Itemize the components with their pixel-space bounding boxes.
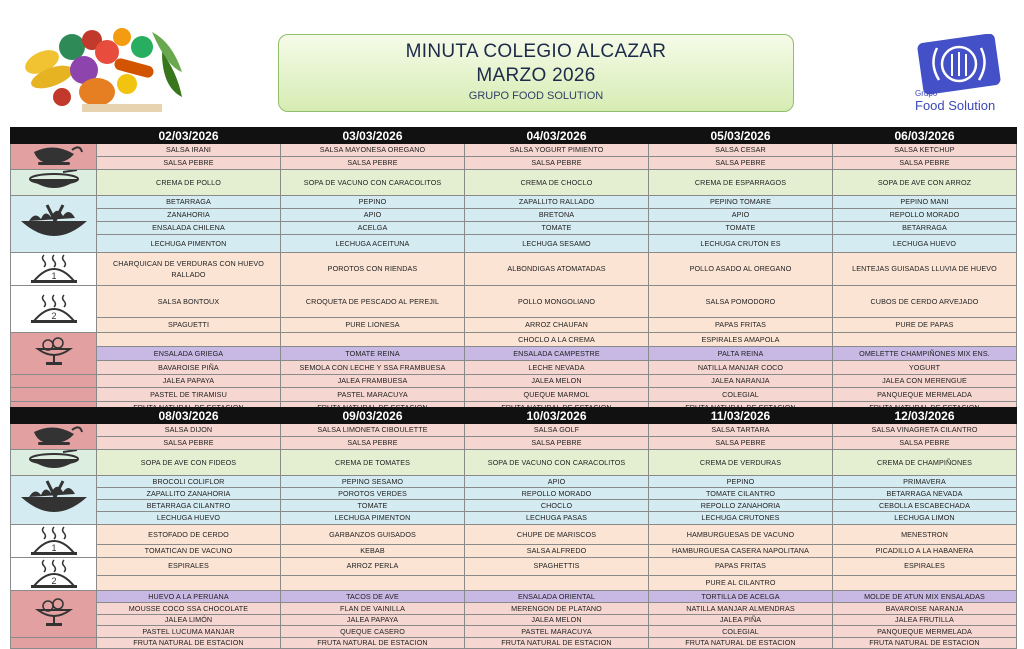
menu-cell — [97, 333, 281, 347]
menu-cell: POLLO ASADO AL OREGANO — [649, 253, 833, 286]
menu-cell: SALSA BONTOUX — [97, 286, 281, 318]
dessert-cup-icon — [11, 591, 97, 638]
date-header: 02/03/2026 — [97, 128, 281, 144]
menu-cell: TOMATE REINA — [281, 347, 465, 361]
menu-cell: PASTEL MARACUYA — [281, 388, 465, 402]
menu-cell: JALEA FRUTILLA — [833, 615, 1017, 626]
menu-cell: TORTILLA DE ACELGA — [649, 591, 833, 603]
menu-cell: JALEA PAPAYA — [97, 375, 281, 388]
menu-cell: SALSA PEBRE — [281, 437, 465, 450]
menu-cell: OMELETTE CHAMPIÑONES MIX ENS. — [833, 347, 1017, 361]
menu-row — [11, 488, 1017, 500]
menu-cell: CREMA DE VERDURAS — [649, 450, 833, 476]
menu-cell: ESPIRALES — [833, 558, 1017, 576]
menu-cell: JALEA LIMÓN — [97, 615, 281, 626]
menu-cell: ALBONDIGAS ATOMATADAS — [465, 253, 649, 286]
menu-cell: LECHUGA ACEITUNA — [281, 235, 465, 253]
menu-cell: BROCOLI COLIFLOR — [97, 476, 281, 488]
menu-cell: ENSALADA ORIENTAL — [465, 591, 649, 603]
menu-row — [11, 525, 1017, 545]
icon-filler-cell — [11, 375, 97, 388]
menu-cell — [833, 575, 1017, 590]
menu-row — [11, 144, 1017, 157]
menu-row — [11, 575, 1017, 590]
date-header: 11/03/2026 — [649, 408, 833, 424]
menu-cell: SPAGHETTIS — [465, 558, 649, 576]
menu-cell: LENTEJAS GUISADAS LLUVIA DE HUEVO — [833, 253, 1017, 286]
menu-row — [11, 235, 1017, 253]
menu-cell: ARROZ PERLA — [281, 558, 465, 576]
menu-cell: MENESTRON — [833, 525, 1017, 545]
menu-cell: CHOCLO A LA CREMA — [465, 333, 649, 347]
menu-cell: BAVAROISE NARANJA — [833, 603, 1017, 615]
logo-text-small: Grupo — [915, 89, 938, 98]
soup-bowl-icon — [11, 450, 97, 476]
menu-cell: APIO — [465, 476, 649, 488]
menu-cell: SALSA PEBRE — [649, 157, 833, 170]
menu-cell: ACELGA — [281, 222, 465, 235]
date-header: 08/03/2026 — [97, 408, 281, 424]
menu-cell: JALEA FRAMBUESA — [281, 375, 465, 388]
menu-cell: POROTOS CON RIENDAS — [281, 253, 465, 286]
menu-cell: HUEVO A LA PERUANA — [97, 591, 281, 603]
menu-cell: COLEGIAL — [649, 626, 833, 638]
menu-cell: SALSA ALFREDO — [465, 545, 649, 558]
menu-cell: BAVAROISE PIÑA — [97, 361, 281, 375]
menu-cell: SOPA DE AVE CON FIDEOS — [97, 450, 281, 476]
menu-cell: CREMA DE ESPARRAGOS — [649, 170, 833, 196]
menu-cell: PASTEL DE TIRAMISU — [97, 388, 281, 402]
menu-cell: TOMATE — [649, 222, 833, 235]
gravy-boat-icon — [11, 144, 97, 170]
date-header: 05/03/2026 — [649, 128, 833, 144]
menu-cell: MERENGON DE PLATANO — [465, 603, 649, 615]
menu-cell: NATILLA MANJAR ALMENDRAS — [649, 603, 833, 615]
menu-cell: PAPAS FRITAS — [649, 318, 833, 333]
menu-cell: LECHUGA PASAS — [465, 512, 649, 525]
menu-cell: FRUTA NATURAL DE ESTACION — [97, 638, 281, 649]
menu-cell — [281, 575, 465, 590]
menu-row — [11, 626, 1017, 638]
menu-cell: LECHUGA CRUTON ES — [649, 235, 833, 253]
salad-bowl-icon — [11, 196, 97, 253]
menu-cell: SALSA PEBRE — [281, 157, 465, 170]
menu-row — [11, 591, 1017, 603]
menu-cell: PEPINO TOMARE — [649, 196, 833, 209]
menu-cell: LECHUGA CRUTONES — [649, 512, 833, 525]
menu-cell: CEBOLLA ESCABECHADA — [833, 500, 1017, 512]
menu-cell: APIO — [281, 209, 465, 222]
menu-cell: SALSA PEBRE — [465, 157, 649, 170]
menu-cell: TOMATE CILANTRO — [649, 488, 833, 500]
date-header: 03/03/2026 — [281, 128, 465, 144]
menu-row — [11, 318, 1017, 333]
menu-cell: ENSALADA CHILENA — [97, 222, 281, 235]
gravy-boat-icon — [11, 424, 97, 450]
menu-cell: PANQUEQUE MERMELADA — [833, 626, 1017, 638]
menu-cell: CREMA DE CHAMPIÑONES — [833, 450, 1017, 476]
menu-cell: SALSA POMODORO — [649, 286, 833, 318]
menu-cell: JALEA MELON — [465, 375, 649, 388]
menu-cell: SALSA PEBRE — [833, 157, 1017, 170]
menu-cell: LECHE NEVADA — [465, 361, 649, 375]
menu-cell: SALSA IRANI — [97, 144, 281, 157]
menu-row — [11, 222, 1017, 235]
menu-cell: PASTEL LUCUMA MANJAR — [97, 626, 281, 638]
menu-cell: ENSALADA CAMPESTRE — [465, 347, 649, 361]
menu-cell: COLEGIAL — [649, 388, 833, 402]
menu-month: MARZO 2026 — [476, 65, 596, 86]
menu-subtitle: GRUPO FOOD SOLUTION — [468, 90, 604, 102]
menu-cell: PEPINO — [649, 476, 833, 488]
menu-cell: SALSA VINAGRETA CILANTRO — [833, 424, 1017, 437]
menu-cell: JALEA CON MERENGUE — [833, 375, 1017, 388]
menu-title: MINUTA COLEGIO ALCAZAR — [405, 41, 667, 62]
menu-cell: PURE LIONESA — [281, 318, 465, 333]
menu-cell: LECHUGA PIMENTON — [281, 512, 465, 525]
menu-cell: CHARQUICAN DE VERDURAS CON HUEVO RALLADO — [97, 253, 281, 286]
title-box — [278, 34, 794, 112]
menu-row — [11, 361, 1017, 375]
menu-cell: CREMA DE CHOCLO — [465, 170, 649, 196]
menu-cell: SEMOLA CON LECHE Y SSA FRAMBUESA — [281, 361, 465, 375]
menu-row — [11, 253, 1017, 286]
menu-cell: TOMATE — [465, 222, 649, 235]
menu-cell: FLAN DE VAINILLA — [281, 603, 465, 615]
menu-cell: HAMBURGUESAS DE VACUNO — [649, 525, 833, 545]
menu-cell: FRUTA NATURAL DE ESTACION — [833, 638, 1017, 649]
menu-cell: LECHUGA PIMENTON — [97, 235, 281, 253]
menu-cell: YOGURT — [833, 361, 1017, 375]
menu-cell: TOMATICAN DE VACUNO — [97, 545, 281, 558]
menu-row — [11, 170, 1017, 196]
menu-cell: SALSA PEBRE — [97, 157, 281, 170]
menu-cell: PRIMAVERA — [833, 476, 1017, 488]
menu-row — [11, 603, 1017, 615]
menu-cell: ZANAHORIA — [97, 209, 281, 222]
menu-cell: TOMATE — [281, 500, 465, 512]
menu-row — [11, 347, 1017, 361]
menu-cell: ZAPALLITO ZANAHORIA — [97, 488, 281, 500]
menu-cell: APIO — [649, 209, 833, 222]
menu-cell: CUBOS DE CERDO ARVEJADO — [833, 286, 1017, 318]
menu-cell: SOPA DE VACUNO CON CARACOLITOS — [465, 450, 649, 476]
menu-cell: PALTA REINA — [649, 347, 833, 361]
dish1-icon — [11, 253, 97, 286]
menu-row — [11, 638, 1017, 649]
menu-row — [11, 424, 1017, 437]
menu-cell: CHUPE DE MARISCOS — [465, 525, 649, 545]
date-header: 10/03/2026 — [465, 408, 649, 424]
menu-cell: LECHUGA HUEVO — [833, 235, 1017, 253]
menu-cell: SALSA DIJON — [97, 424, 281, 437]
menu-cell: ARROZ CHAUFAN — [465, 318, 649, 333]
menu-cell: SALSA PEBRE — [649, 437, 833, 450]
menu-row — [11, 209, 1017, 222]
menu-cell: PEPINO SESAMO — [281, 476, 465, 488]
menu-cell: ESPIRALES AMAPOLA — [649, 333, 833, 347]
svg-text:1: 1 — [50, 543, 57, 553]
icon-filler-cell — [11, 388, 97, 402]
salad-bowl-icon — [11, 476, 97, 525]
menu-cell: ZAPALLITO RALLADO — [465, 196, 649, 209]
menu-cell: SALSA LIMONETA CIBOULETTE — [281, 424, 465, 437]
menu-row — [11, 558, 1017, 576]
menu-cell: CHOCLO — [465, 500, 649, 512]
menu-cell: QUEQUE MARMOL — [465, 388, 649, 402]
menu-row — [11, 512, 1017, 525]
menu-cell: MOLDE DE ATUN MIX ENSALADAS — [833, 591, 1017, 603]
menu-cell: TACOS DE AVE — [281, 591, 465, 603]
menu-cell: BRETONA — [465, 209, 649, 222]
menu-cell: PANQUEQUE MERMELADA — [833, 388, 1017, 402]
menu-cell: POLLO MONGOLIANO — [465, 286, 649, 318]
menu-cell: SALSA MAYONESA OREGANO — [281, 144, 465, 157]
date-header: 12/03/2026 — [833, 408, 1017, 424]
menu-cell — [97, 575, 281, 590]
menu-cell: FRUTA NATURAL DE ESTACION — [465, 638, 649, 649]
menu-cell: MOUSSE COCO SSA CHOCOLATE — [97, 603, 281, 615]
menu-row — [11, 157, 1017, 170]
menu-row — [11, 450, 1017, 476]
menu-row — [11, 476, 1017, 488]
menu-cell: SOPA DE AVE CON ARROZ — [833, 170, 1017, 196]
menu-cell: REPOLLO ZANAHORIA — [649, 500, 833, 512]
menu-cell — [281, 333, 465, 347]
menu-cell: SPAGUETTI — [97, 318, 281, 333]
week2-table — [10, 407, 1017, 649]
dish1-icon — [11, 525, 97, 558]
menu-row — [11, 375, 1017, 388]
menu-cell: HAMBURGUESA CASERA NAPOLITANA — [649, 545, 833, 558]
menu-cell: FRUTA NATURAL DE ESTACION — [281, 638, 465, 649]
menu-cell: JALEA PIÑA — [649, 615, 833, 626]
menu-cell: LECHUGA LIMON — [833, 512, 1017, 525]
menu-cell: BETARRAGA — [833, 222, 1017, 235]
menu-cell — [465, 575, 649, 590]
vegetables-image — [22, 22, 194, 114]
svg-text:1: 1 — [50, 271, 57, 281]
menu-cell: SALSA PEBRE — [465, 437, 649, 450]
menu-cell: REPOLLO MORADO — [465, 488, 649, 500]
menu-cell: SALSA YOGURT PIMIENTO — [465, 144, 649, 157]
dish2-icon — [11, 558, 97, 591]
date-header: 09/03/2026 — [281, 408, 465, 424]
menu-cell: SOPA DE VACUNO CON CARACOLITOS — [281, 170, 465, 196]
menu-row — [11, 545, 1017, 558]
corner-cell — [11, 128, 97, 144]
menu-row — [11, 333, 1017, 347]
menu-cell: PASTEL MARACUYA — [465, 626, 649, 638]
date-header: 06/03/2026 — [833, 128, 1017, 144]
menu-cell: PEPINO MANI — [833, 196, 1017, 209]
svg-text:2: 2 — [50, 311, 57, 321]
menu-row — [11, 615, 1017, 626]
menu-row — [11, 437, 1017, 450]
menu-cell: CROQUETA DE PESCADO AL PEREJIL — [281, 286, 465, 318]
menu-cell: POROTOS VERDES — [281, 488, 465, 500]
menu-cell: GARBANZOS GUISADOS — [281, 525, 465, 545]
menu-cell: JALEA PAPAYA — [281, 615, 465, 626]
menu-cell: BETARRAGA — [97, 196, 281, 209]
menu-cell: BETARRAGA NEVADA — [833, 488, 1017, 500]
icon-filler-cell — [11, 638, 97, 649]
logo-text-big: Food Solution — [915, 98, 996, 113]
dish2-icon — [11, 286, 97, 333]
menu-cell: LECHUGA SESAMO — [465, 235, 649, 253]
menu-row — [11, 388, 1017, 402]
menu-cell: QUEQUE CASERO — [281, 626, 465, 638]
menu-cell: PURE DE PAPAS — [833, 318, 1017, 333]
menu-row — [11, 196, 1017, 209]
menu-cell: REPOLLO MORADO — [833, 209, 1017, 222]
date-header: 04/03/2026 — [465, 128, 649, 144]
menu-cell: SALSA CESAR — [649, 144, 833, 157]
menu-cell: SALSA TARTARA — [649, 424, 833, 437]
menu-cell: LECHUGA HUEVO — [97, 512, 281, 525]
menu-cell: PURE AL CILANTRO — [649, 575, 833, 590]
menu-row — [11, 500, 1017, 512]
menu-cell: ENSALADA GRIEGA — [97, 347, 281, 361]
menu-cell: CREMA DE TOMATES — [281, 450, 465, 476]
menu-cell: SALSA GOLF — [465, 424, 649, 437]
svg-text:2: 2 — [50, 576, 57, 586]
menu-cell: ESTOFADO DE CERDO — [97, 525, 281, 545]
menu-cell: PAPAS FRITAS — [649, 558, 833, 576]
menu-cell: BETARRAGA CILANTRO — [97, 500, 281, 512]
menu-cell: SALSA PEBRE — [833, 437, 1017, 450]
soup-bowl-icon — [11, 170, 97, 196]
menu-cell: SALSA PEBRE — [97, 437, 281, 450]
menu-cell: JALEA MELON — [465, 615, 649, 626]
menu-row — [11, 286, 1017, 318]
menu-cell — [833, 333, 1017, 347]
menu-cell: SALSA KETCHUP — [833, 144, 1017, 157]
week1-table — [10, 127, 1017, 415]
menu-cell: KEBAB — [281, 545, 465, 558]
dessert-cup-icon — [11, 333, 97, 375]
menu-cell: NATILLA MANJAR COCO — [649, 361, 833, 375]
menu-cell: CREMA DE POLLO — [97, 170, 281, 196]
menu-cell: PICADILLO A LA HABANERA — [833, 545, 1017, 558]
menu-cell: ESPIRALES — [97, 558, 281, 576]
menu-cell: FRUTA NATURAL DE ESTACION — [649, 638, 833, 649]
menu-cell: JALEA NARANJA — [649, 375, 833, 388]
corner-cell — [11, 408, 97, 424]
menu-cell: PEPINO — [281, 196, 465, 209]
